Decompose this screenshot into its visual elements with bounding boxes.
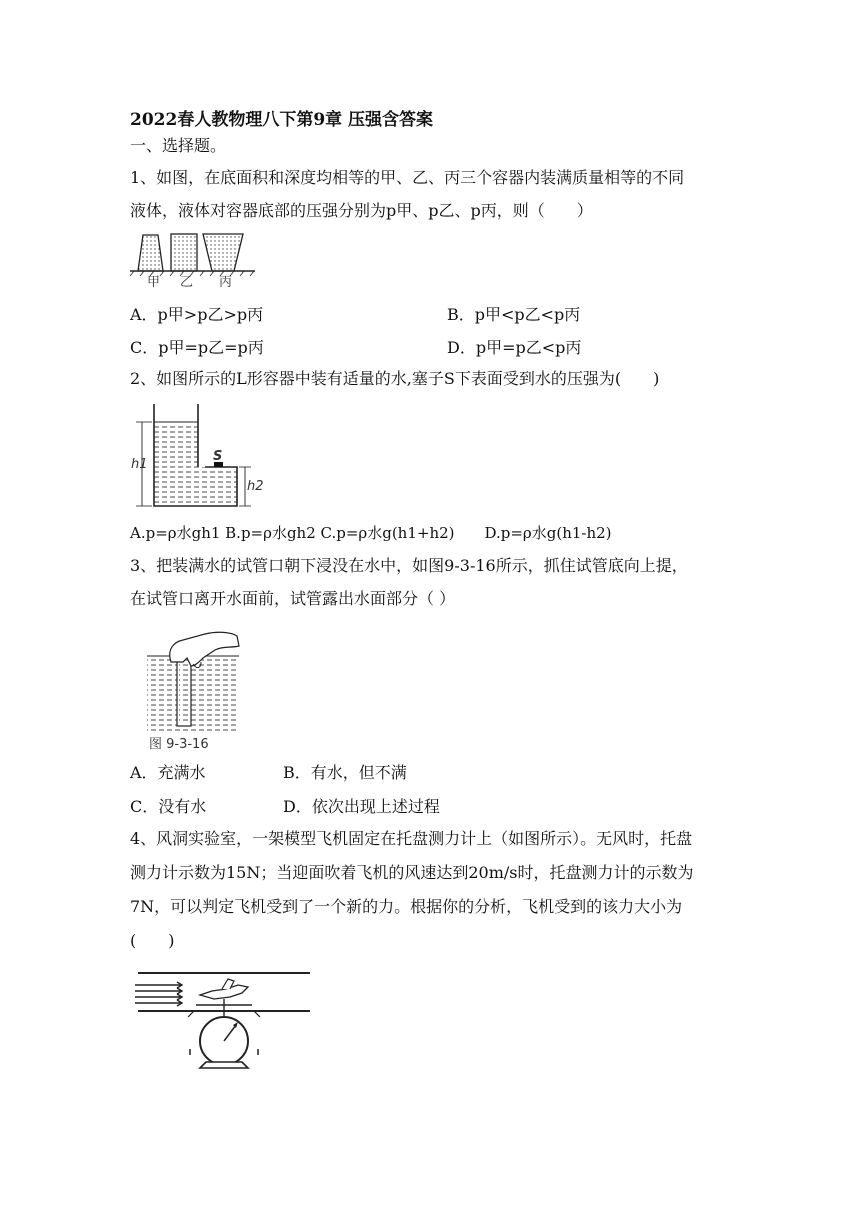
q1-option-d: D．p甲=p乙<p丙 (447, 338, 582, 357)
label-bing: 丙 (219, 275, 233, 290)
q3-option-a: A．充满水 (130, 763, 206, 782)
q1-option-c: C．p甲=p乙=p丙 (130, 338, 264, 357)
q3-figure-caption: 图 9-3-16 (149, 737, 209, 752)
q1-containers-figure (130, 228, 255, 290)
q1-option-b: B．p甲<p乙<p丙 (447, 305, 581, 324)
q3-option-b: B．有水，但不满 (283, 763, 407, 782)
label-h1: h1 (131, 457, 148, 472)
wind-arrows (135, 982, 182, 1006)
label-s: S (213, 449, 223, 464)
container-bing (203, 234, 243, 271)
label-yi: 乙 (180, 275, 194, 290)
q3-stem-line2: 在试管口离开水面前，试管露出水面部分（ ） (130, 589, 456, 608)
q1-stem-line1: 1、如图，在底面积和深度均相等的甲、乙、丙三个容器内装满质量相等的不同 (130, 168, 685, 187)
q4-stem-line3: 7N，可以判定飞机受到了一个新的力。根据你的分析，飞机受到的该力大小为 (130, 897, 683, 916)
q2-options: A.p=ρ水gh1 B.p=ρ水gh2 C.p=ρ水g(h1+h2) D.p=ρ水g(h1-h2) (130, 524, 612, 542)
q1-option-a: A．p甲>p乙>p丙 (130, 305, 264, 324)
container-jia (138, 235, 163, 271)
container-yi (171, 234, 197, 271)
q3-option-d: D．依次出现上述过程 (283, 797, 440, 816)
q2-l-container-figure (130, 400, 265, 512)
label-h2: h2 (247, 479, 264, 494)
section-heading: 一、选择题。 (130, 136, 227, 155)
doc-title: 2022春人教物理八下第9章 压强含答案 (130, 110, 434, 130)
q4-wind-tunnel-figure (130, 965, 315, 1070)
q3-stem-line1: 3、把装满水的试管口朝下浸没在水中，如图9-3-16所示，抓住试管底向上提， (130, 556, 688, 575)
q2-stem: 2、如图所示的L形容器中装有适量的水,塞子S下表面受到水的压强为( ) (130, 369, 660, 388)
label-jia: 甲 (147, 275, 161, 290)
q3-test-tube-figure (143, 628, 243, 753)
q4-stem-line4: ( ) (130, 931, 175, 950)
q1-stem-line2: 液体，液体对容器底部的压强分别为p甲、p乙、p丙，则（ ） (130, 201, 593, 220)
q4-stem-line2: 测力计示数为15N；当迎面吹着飞机的风速达到20m/s时，托盘测力计的示数为 (130, 863, 694, 882)
q3-option-c: C．没有水 (130, 797, 207, 816)
q4-stem-line1: 4、风洞实验室，一架模型飞机固定在托盘测力计上（如图所示）。无风时，托盘 (130, 829, 693, 848)
